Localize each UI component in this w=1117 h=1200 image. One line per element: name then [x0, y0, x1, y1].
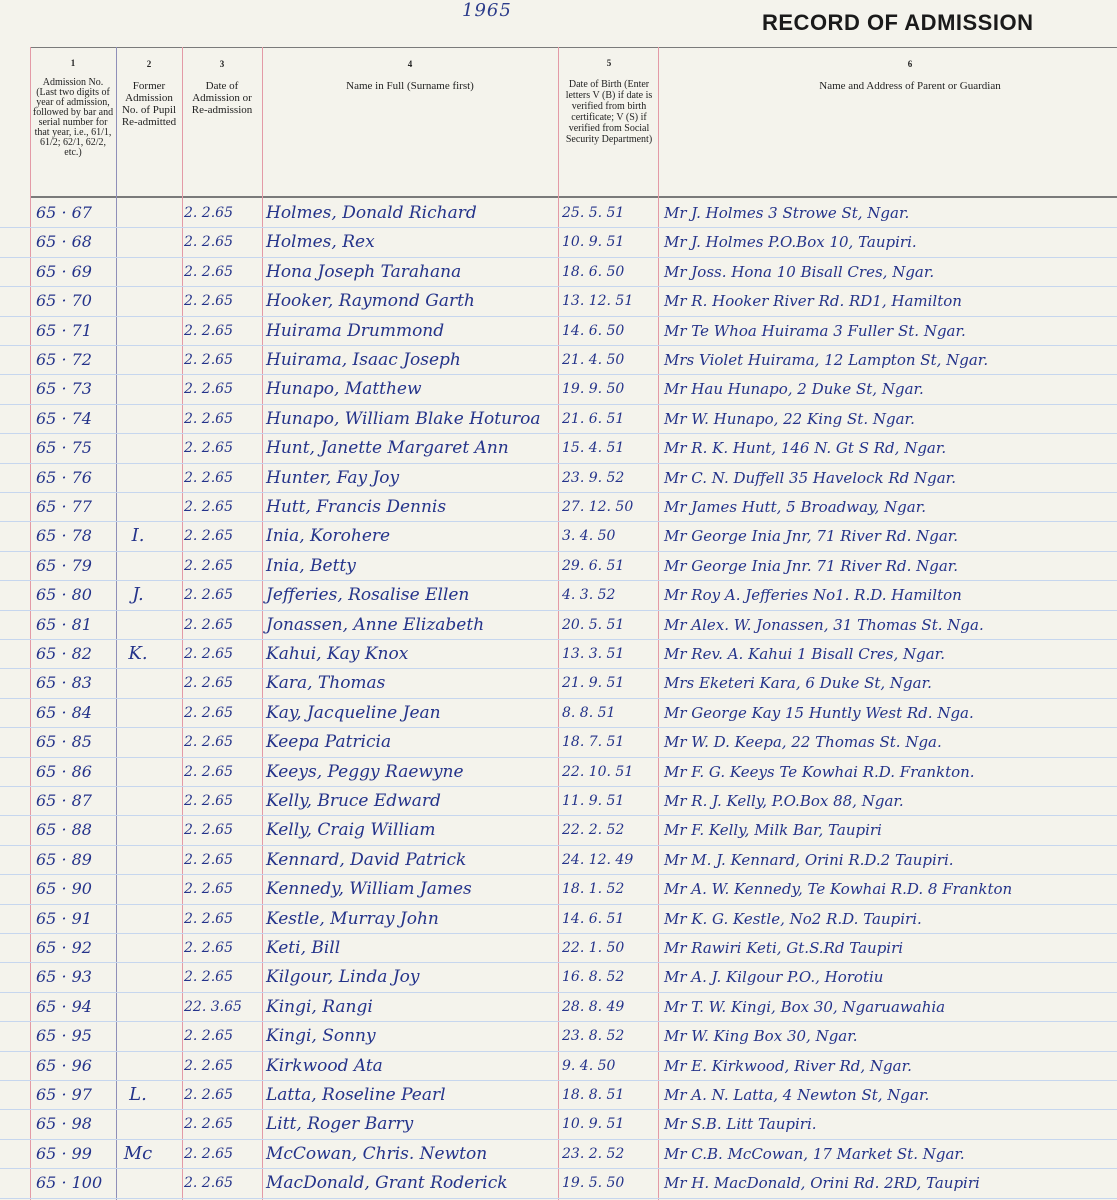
admission-number: 65 · 79 [36, 555, 92, 575]
register-row [0, 845, 1117, 875]
date-of-birth: 28. 8. 49 [562, 998, 625, 1015]
register-row [0, 1080, 1117, 1110]
date-of-birth: 22. 1. 50 [562, 940, 625, 956]
register-row [0, 757, 1117, 787]
admission-number: 65 · 99 [36, 1143, 92, 1163]
pupil-name: Kay, Jacqueline Jean [266, 702, 441, 723]
parent-guardian: Mr Alex. W. Jonassen, 31 Thomas St. Nga. [664, 615, 984, 634]
admission-number: 65 · 92 [36, 938, 92, 957]
pupil-name: Inia, Betty [266, 555, 356, 576]
former-admission-letter: L. [129, 1084, 147, 1105]
admission-number: 65 · 80 [36, 585, 92, 605]
column-header-date-admission [184, 58, 260, 116]
parent-guardian: Mr A. N. Latta, 4 Newton St, Ngar. [664, 1086, 930, 1104]
column-number: 2 [146, 59, 152, 69]
pupil-name: Keeys, Peggy Raewyne [266, 761, 464, 782]
register-row [0, 374, 1117, 404]
admission-date: 2. 2.65 [184, 205, 233, 221]
admission-date: 2. 2.65 [184, 1145, 233, 1162]
pupil-name: Kennedy, William James [266, 879, 472, 900]
admission-date: 2. 2.65 [184, 381, 233, 398]
pupil-name: Kahui, Kay Knox [266, 644, 409, 664]
parent-guardian: Mr A. W. Kennedy, Te Kowhai R.D. 8 Frankton [664, 880, 1013, 899]
admission-number: 65 · 100 [36, 1173, 103, 1193]
pupil-name: Kingi, Rangi [266, 996, 373, 1017]
admission-number: 65 · 74 [36, 408, 92, 428]
pupil-name: Kestle, Murray John [266, 908, 439, 929]
register-row [0, 1021, 1117, 1051]
pupil-name: Hunt, Janette Margaret Ann [266, 438, 509, 459]
admission-date: 2. 2.65 [184, 352, 233, 368]
pupil-name: Keti, Bill [266, 938, 341, 958]
register-row [0, 1051, 1117, 1081]
admission-number: 65 · 84 [36, 702, 92, 722]
admission-date: 2. 2.65 [184, 822, 233, 839]
admission-date: 2. 2.65 [184, 940, 233, 956]
parent-guardian: Mr Rawiri Keti, Gt.S.Rd Taupiri [664, 939, 904, 957]
column-header-former-admission [118, 58, 180, 128]
parent-guardian: Mr George Kay 15 Huntly West Rd. Nga. [664, 703, 974, 722]
admission-date: 2. 2.65 [184, 557, 233, 574]
parent-guardian: Mr F. G. Keeys Te Kowhai R.D. Frankton. [664, 762, 975, 781]
register-row [0, 227, 1117, 257]
pupil-name: Inia, Korohere [266, 526, 391, 547]
date-of-birth: 24. 12. 49 [562, 851, 634, 868]
admission-date: 2. 2.65 [184, 499, 233, 515]
parent-guardian: Mr Te Whoa Huirama 3 Fuller St. Ngar. [664, 321, 966, 340]
date-of-birth: 3. 4. 50 [562, 528, 616, 545]
register-row [0, 286, 1117, 316]
parent-guardian: Mr Rev. A. Kahui 1 Bisall Cres, Ngar. [664, 645, 945, 663]
date-of-birth: 13. 12. 51 [562, 293, 634, 310]
pupil-name: Jonassen, Anne Elizabeth [266, 614, 485, 635]
parent-guardian: Mr M. J. Kennard, Orini R.D.2 Taupiri. [664, 850, 954, 869]
date-of-birth: 16. 8. 52 [562, 969, 625, 986]
register-row [0, 433, 1117, 463]
parent-guardian: Mr George Inia Jnr. 71 River Rd. Ngar. [664, 556, 959, 575]
date-of-birth: 20. 5. 51 [562, 616, 625, 633]
admission-date: 2. 2.65 [184, 1116, 233, 1133]
date-of-birth: 13. 3. 51 [562, 646, 625, 662]
pupil-name: Latta, Roseline Pearl [266, 1085, 446, 1105]
admission-date: 2. 2.65 [184, 969, 233, 986]
admission-number: 65 · 97 [36, 1085, 92, 1104]
admission-date: 2. 2.65 [184, 1057, 233, 1074]
date-of-birth: 21. 9. 51 [562, 675, 625, 692]
parent-guardian: Mr H. MacDonald, Orini Rd. 2RD, Taupiri [664, 1174, 980, 1193]
date-of-birth: 21. 6. 51 [562, 410, 625, 427]
pupil-name: Kelly, Bruce Edward [266, 791, 441, 811]
column-number: 4 [407, 59, 413, 69]
pupil-name: Hunapo, Matthew [266, 379, 422, 400]
pupil-name: Hutt, Francis Dennis [266, 497, 447, 517]
former-admission-letter: I. [131, 525, 145, 547]
register-row [0, 639, 1117, 669]
admission-number: 65 · 90 [36, 879, 92, 899]
pupil-name: Kennard, David Patrick [266, 849, 467, 870]
date-of-birth: 10. 9. 51 [562, 1116, 625, 1133]
parent-guardian: Mr R. J. Kelly, P.O.Box 88, Ngar. [664, 792, 904, 810]
admission-date: 2. 2.65 [184, 234, 233, 251]
column-label: Name in Full (Surname first) [346, 80, 474, 92]
parent-guardian: Mr Joss. Hona 10 Bisall Cres, Ngar. [664, 262, 935, 281]
admission-date: 2. 2.65 [184, 616, 233, 633]
admission-number: 65 · 67 [36, 203, 92, 222]
parent-guardian: Mr C.B. McCowan, 17 Market St. Ngar. [664, 1144, 965, 1163]
register-row [0, 1109, 1117, 1139]
parent-guardian: Mr K. G. Kestle, No2 R.D. Taupiri. [664, 909, 922, 928]
register-row [0, 904, 1117, 934]
admission-number: 65 · 70 [36, 291, 92, 311]
admission-date: 22. 3.65 [184, 998, 242, 1015]
column-label: Date of Birth (Enter letters V (B) if date is verified from birth certificate; V (S) if verified from Social Security Department) [565, 79, 653, 145]
parent-guardian: Mr George Inia Jnr, 71 River Rd. Ngar. [664, 527, 959, 546]
column-label: Former Admission No. of Pupil Re-admitted [121, 80, 177, 128]
admission-date: 2. 2.65 [184, 910, 233, 927]
admission-number: 65 · 72 [36, 350, 92, 369]
parent-guardian: Mr R. Hooker River Rd. RD1, Hamilton [664, 292, 962, 311]
admission-number: 65 · 91 [36, 908, 92, 928]
date-of-birth: 22. 10. 51 [562, 763, 634, 780]
pupil-name: Kara, Thomas [266, 673, 386, 694]
admission-number: 65 · 96 [36, 1055, 92, 1075]
column-header-date-of-birth [562, 58, 656, 145]
column-header-admission-no [32, 58, 114, 158]
parent-guardian: Mr W. King Box 30, Ngar. [664, 1027, 858, 1046]
date-of-birth: 10. 9. 51 [562, 234, 625, 251]
header-top-rule [30, 47, 1117, 48]
admission-date: 2. 2.65 [184, 675, 233, 692]
column-label: Admission No. (Last two digits of year of admission, followed by bar and serial number for that year, i.e., 61/1, 61/2; 62/1, 62/2, etc.) [32, 77, 114, 158]
parent-guardian: Mr S.B. Litt Taupiri. [664, 1115, 817, 1134]
register-row [0, 580, 1117, 610]
parent-guardian: Mr W. D. Keepa, 22 Thomas St. Nga. [664, 733, 942, 752]
pupil-name: Huirama Drummond [266, 320, 445, 341]
admission-date: 2. 2.65 [184, 763, 233, 780]
date-of-birth: 23. 9. 52 [562, 469, 625, 486]
former-admission-letter: Mc [123, 1142, 153, 1164]
column-number: 6 [907, 59, 913, 69]
page-year: 1965 [462, 0, 512, 21]
admission-date: 2. 2.65 [184, 881, 233, 898]
date-of-birth: 11. 9. 51 [562, 793, 625, 809]
admission-number: 65 · 81 [36, 614, 92, 634]
parent-guardian: Mr J. Holmes P.O.Box 10, Taupiri. [664, 233, 917, 252]
admission-number: 65 · 93 [36, 967, 92, 987]
column-number: 5 [606, 58, 612, 68]
parent-guardian: Mr T. W. Kingi, Box 30, Ngaruawahia [664, 997, 946, 1016]
admission-date: 2. 2.65 [184, 1175, 233, 1192]
admission-date: 2. 2.65 [184, 469, 233, 486]
admission-number: 65 · 82 [36, 644, 92, 663]
date-of-birth: 18. 8. 51 [562, 1087, 625, 1103]
parent-guardian: Mr W. Hunapo, 22 King St. Ngar. [664, 409, 915, 428]
pupil-name: Holmes, Rex [266, 232, 375, 253]
date-of-birth: 23. 2. 52 [562, 1145, 625, 1162]
admission-number: 65 · 88 [36, 820, 92, 840]
register-row [0, 727, 1117, 757]
admission-number: 65 · 86 [36, 761, 92, 781]
date-of-birth: 18. 7. 51 [562, 734, 625, 751]
pupil-name: Litt, Roger Barry [266, 1114, 414, 1135]
register-row [0, 874, 1117, 904]
parent-guardian: Mr R. K. Hunt, 146 N. Gt S Rd, Ngar. [664, 439, 947, 458]
admission-date: 2. 2.65 [184, 646, 233, 662]
parent-guardian: Mrs Eketeri Kara, 6 Duke St, Ngar. [664, 674, 932, 693]
pupil-name: Hunter, Fay Joy [266, 467, 400, 488]
admission-date: 2. 2.65 [184, 410, 233, 427]
parent-guardian: Mrs Violet Huirama, 12 Lampton St, Ngar. [664, 351, 989, 369]
date-of-birth: 25. 5. 51 [562, 205, 625, 221]
admission-number: 65 · 76 [36, 467, 92, 487]
admission-number: 65 · 95 [36, 1026, 92, 1046]
pupil-name: Keepa Patricia [266, 732, 392, 753]
pupil-name: Kilgour, Linda Joy [266, 967, 420, 988]
pupil-name: Hunapo, William Blake Hoturoa [266, 408, 541, 429]
parent-guardian: Mr E. Kirkwood, River Rd, Ngar. [664, 1056, 912, 1075]
parent-guardian: Mr C. N. Duffell 35 Havelock Rd Ngar. [664, 468, 956, 487]
register-row [0, 815, 1117, 845]
register-row [0, 933, 1117, 963]
admission-number: 65 · 94 [36, 996, 92, 1016]
date-of-birth: 27. 12. 50 [562, 499, 634, 515]
date-of-birth: 8. 8. 51 [562, 704, 616, 721]
pupil-name: Kingi, Sonny [266, 1026, 376, 1047]
admission-date: 2. 2.65 [184, 440, 233, 457]
date-of-birth: 14. 6. 50 [562, 322, 625, 339]
date-of-birth: 4. 3. 52 [562, 587, 616, 604]
admission-number: 65 · 73 [36, 379, 92, 399]
admission-date: 2. 2.65 [184, 851, 233, 868]
pupil-name: Holmes, Donald Richard [266, 203, 477, 223]
parent-guardian: Mr F. Kelly, Milk Bar, Taupiri [664, 821, 882, 840]
admission-date: 2. 2.65 [184, 322, 233, 339]
pupil-name: McCowan, Chris. Newton [266, 1143, 488, 1164]
column-number: 3 [219, 59, 225, 69]
parent-guardian: Mr James Hutt, 5 Broadway, Ngar. [664, 498, 926, 516]
admission-number: 65 · 83 [36, 673, 92, 693]
register-row [0, 786, 1117, 816]
register-row [0, 463, 1117, 493]
admission-date: 2. 2.65 [184, 263, 233, 280]
pupil-name: Huirama, Isaac Joseph [266, 350, 461, 370]
register-row [0, 257, 1117, 287]
former-admission-letter: K. [128, 643, 148, 664]
admission-date: 2. 2.65 [184, 793, 233, 809]
register-row [0, 345, 1117, 375]
date-of-birth: 21. 4. 50 [562, 352, 625, 368]
admission-date: 2. 2.65 [184, 1087, 233, 1103]
parent-guardian: Mr J. Holmes 3 Strowe St, Ngar. [664, 204, 910, 222]
pupil-name: Hona Joseph Tarahana [266, 261, 462, 282]
register-row [0, 698, 1117, 728]
date-of-birth: 19. 5. 50 [562, 1175, 625, 1192]
register-row [0, 1139, 1117, 1169]
admission-date: 2. 2.65 [184, 1028, 233, 1045]
date-of-birth: 15. 4. 51 [562, 440, 625, 457]
date-of-birth: 9. 4. 50 [562, 1057, 616, 1074]
date-of-birth: 14. 6. 51 [562, 910, 625, 927]
admission-date: 2. 2.65 [184, 734, 233, 751]
pupil-name: Kirkwood Ata [266, 1055, 383, 1076]
admission-number: 65 · 87 [36, 791, 92, 810]
column-header-parent [760, 58, 1060, 92]
date-of-birth: 19. 9. 50 [562, 381, 625, 398]
date-of-birth: 18. 6. 50 [562, 263, 625, 280]
register-row [0, 992, 1117, 1022]
admission-number: 65 · 89 [36, 849, 92, 869]
admission-date: 2. 2.65 [184, 293, 233, 310]
date-of-birth: 29. 6. 51 [562, 557, 625, 574]
pupil-name: Hooker, Raymond Garth [266, 291, 475, 312]
register-row [0, 404, 1117, 434]
admission-number: 65 · 69 [36, 261, 92, 281]
page-title: RECORD OF ADMISSION [762, 10, 1034, 35]
admission-number: 65 · 68 [36, 232, 92, 252]
admission-number: 65 · 71 [36, 320, 92, 340]
column-header-name [300, 58, 520, 92]
admission-number: 65 · 98 [36, 1114, 92, 1134]
date-of-birth: 18. 1. 52 [562, 881, 625, 898]
column-label: Date of Admission or Re-admission [191, 80, 253, 116]
register-row [0, 316, 1117, 346]
admission-date: 2. 2.65 [184, 587, 233, 604]
admission-number: 65 · 85 [36, 732, 92, 752]
date-of-birth: 23. 8. 52 [562, 1028, 625, 1045]
register-row [0, 610, 1117, 640]
admission-number: 65 · 77 [36, 497, 92, 516]
admission-number: 65 · 78 [36, 526, 92, 546]
register-row [0, 492, 1117, 522]
register-row [0, 551, 1117, 581]
admission-date: 2. 2.65 [184, 528, 233, 545]
column-label: Name and Address of Parent or Guardian [819, 80, 1001, 92]
pupil-name: MacDonald, Grant Roderick [266, 1173, 508, 1194]
former-admission-letter: J. [132, 584, 144, 606]
admission-date: 2. 2.65 [184, 704, 233, 721]
pupil-name: Jefferies, Rosalise Ellen [266, 585, 470, 606]
register-row [0, 521, 1117, 551]
date-of-birth: 22. 2. 52 [562, 822, 625, 839]
register-row [0, 962, 1117, 992]
register-row [0, 198, 1117, 228]
pupil-name: Kelly, Craig William [266, 820, 436, 841]
parent-guardian: Mr Hau Hunapo, 2 Duke St, Ngar. [664, 380, 924, 399]
register-row [0, 668, 1117, 698]
parent-guardian: Mr A. J. Kilgour P.O., Horotiu [664, 968, 884, 987]
register-row [0, 1168, 1117, 1198]
column-number: 1 [70, 58, 76, 68]
admission-number: 65 · 75 [36, 438, 92, 458]
parent-guardian: Mr Roy A. Jefferies No1. R.D. Hamilton [664, 586, 962, 605]
